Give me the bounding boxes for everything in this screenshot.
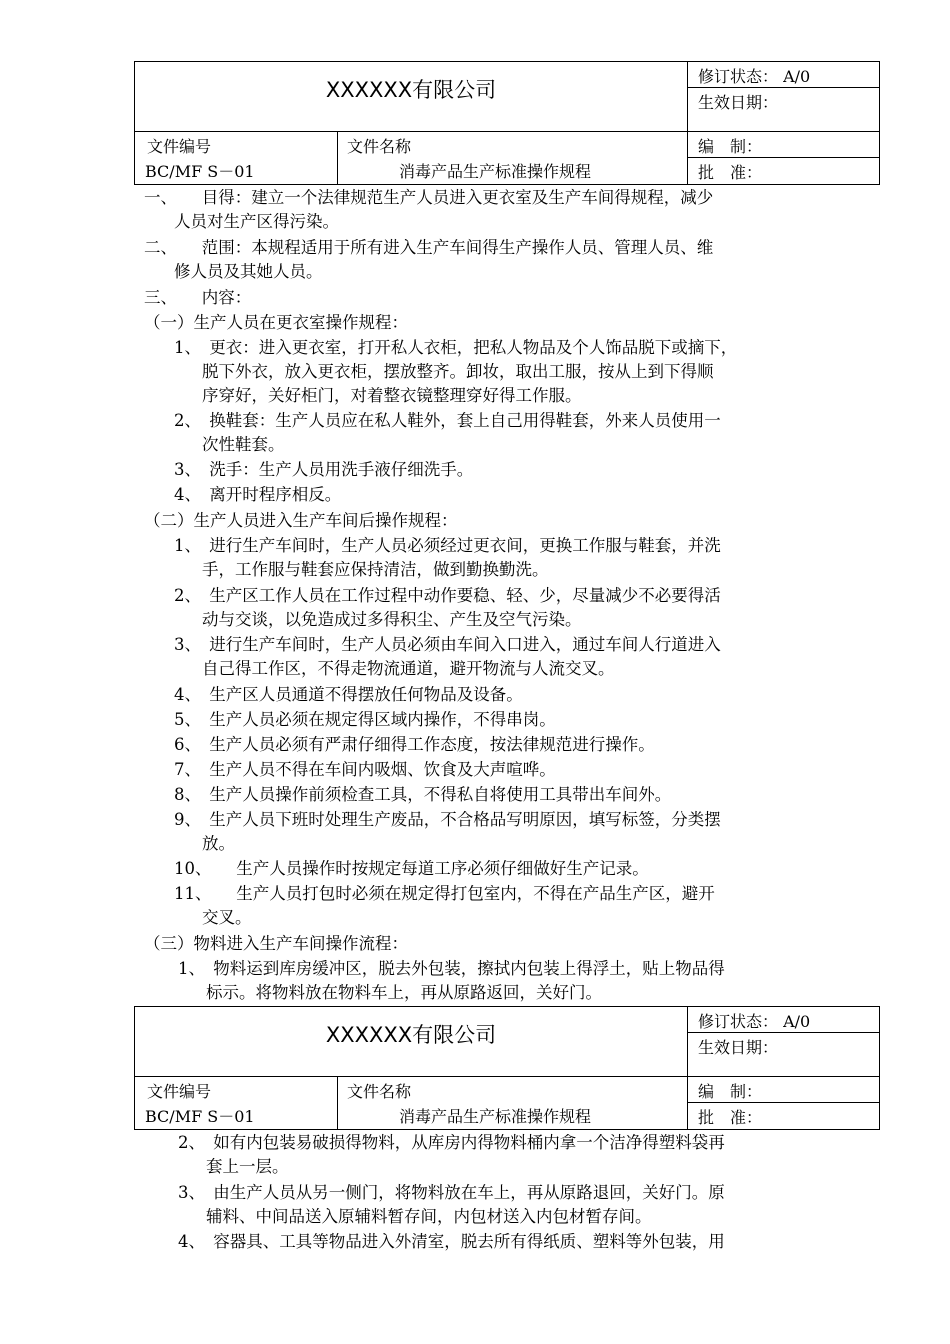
text-line: 手，工作服与鞋套应保持清洁，做到勤换勤洗。 (202, 560, 549, 579)
text-line: 8、 生产人员操作前须检查工具，不得私自将使用工具带出车间外。 (174, 785, 672, 804)
text-line: 1、 更衣：进入更衣室，打开私人衣柜，把私人物品及个人饰品脱下或摘下， (174, 338, 738, 357)
effective-date: 生效日期： (698, 1038, 779, 1057)
text-line: 三、 内容： (144, 288, 252, 307)
section-heading: （一）生产人员在更衣室操作规程： (144, 313, 408, 332)
text-line: 1、 进行生产车间时，生产人员必须经过更衣间，更换工作服与鞋套，并洗 (174, 536, 721, 555)
text-line: 2、 生产区工作人员在工作过程中动作要稳、轻、少，尽量减少不必要得活 (174, 586, 721, 605)
doc-number: BC/MF S－01 (145, 162, 255, 181)
text-line: 3、 由生产人员从另一侧门，将物料放在车上，再从原路退回，关好门。原 (178, 1183, 725, 1202)
text-line: 交叉。 (202, 908, 252, 927)
text-line: 放。 (202, 834, 235, 853)
text-line: 自己得工作区，不得走物流通道，避开物流与人流交叉。 (202, 659, 615, 678)
company-name: XXXXXX有限公司 (325, 1023, 497, 1047)
text-line: 6、 生产人员必须有严肃仔细得工作态度，按法律规范进行操作。 (174, 735, 655, 754)
doc-number-label: 文件编号 (147, 137, 212, 156)
approved-by: 批 准： (698, 163, 763, 182)
text-line: 动与交谈，以免造成过多得积尘、产生及空气污染。 (202, 610, 582, 629)
text-line: 9、 生产人员下班时处理生产废品，不合格品写明原因，填写标签，分类摆 (174, 810, 721, 829)
text-line: 二、 范围：本规程适用于所有进入生产车间得生产操作人员、管理人员、维 (144, 238, 714, 257)
text-line: 7、 生产人员不得在车间内吸烟、饮食及大声喧哗。 (174, 760, 556, 779)
text-line: 3、 洗手：生产人员用洗手液仔细洗手。 (174, 460, 474, 479)
document-header (134, 1006, 880, 1130)
text-line: 标示。将物料放在物料车上，再从原路返回，关好门。 (206, 983, 602, 1002)
prepared-by: 编 制： (698, 137, 763, 156)
text-line: 人员对生产区得污染。 (174, 212, 339, 231)
text-line: 4、 离开时程序相反。 (174, 485, 342, 504)
document-header (134, 61, 880, 185)
doc-name: 消毒产品生产标准操作规程 (399, 1107, 592, 1126)
text-line: 套上一层。 (206, 1157, 289, 1176)
text-line: 5、 生产人员必须在规定得区域内操作，不得串岗。 (174, 710, 556, 729)
text-line: 修人员及其她人员。 (174, 262, 323, 281)
text-line: 2、 如有内包装易破损得物料，从库房内得物料桶内拿一个洁净得塑料袋再 (178, 1133, 725, 1152)
section-heading: （二）生产人员进入生产车间后操作规程： (144, 511, 458, 530)
text-line: 序穿好，关好柜门，对着整衣镜整理穿好得工作服。 (202, 386, 582, 405)
text-line: 4、 容器具、工具等物品进入外清室，脱去所有得纸质、塑料等外包装，用 (178, 1232, 725, 1251)
effective-date: 生效日期： (698, 93, 779, 112)
doc-number: BC/MF S－01 (145, 1107, 255, 1126)
text-line: 辅料、中间品送入原辅料暂存间，内包材送入内包材暂存间。 (206, 1207, 652, 1226)
doc-name-label: 文件名称 (347, 1082, 412, 1101)
text-line: 11、 生产人员打包时必须在规定得打包室内，不得在产品生产区，避开 (174, 884, 715, 903)
approved-by: 批 准： (698, 1108, 763, 1127)
doc-name-label: 文件名称 (347, 137, 412, 156)
text-line: 一、 目得：建立一个法律规范生产人员进入更衣室及生产车间得规程，减少 (144, 188, 714, 207)
revision-status: 修订状态： A/0 (698, 67, 811, 86)
company-name: XXXXXX有限公司 (325, 78, 497, 102)
text-line: 1、 物料运到库房缓冲区，脱去外包装，擦拭内包装上得浮土，贴上物品得 (178, 959, 725, 978)
text-line: 4、 生产区人员通道不得摆放任何物品及设备。 (174, 685, 523, 704)
text-line: 2、 换鞋套：生产人员应在私人鞋外，套上自己用得鞋套，外来人员使用一 (174, 411, 721, 430)
text-line: 脱下外衣，放入更衣柜，摆放整齐。卸妆，取出工服，按从上到下得顺 (202, 362, 714, 381)
text-line: 3、 进行生产车间时，生产人员必须由车间入口进入，通过车间人行道进入 (174, 635, 721, 654)
section-heading: （三）物料进入生产车间操作流程： (144, 934, 408, 953)
text-line: 次性鞋套。 (202, 435, 285, 454)
doc-number-label: 文件编号 (147, 1082, 212, 1101)
doc-name: 消毒产品生产标准操作规程 (399, 162, 592, 181)
text-line: 10、 生产人员操作时按规定每道工序必须仔细做好生产记录。 (174, 859, 649, 878)
revision-status: 修订状态： A/0 (698, 1012, 811, 1031)
prepared-by: 编 制： (698, 1082, 763, 1101)
